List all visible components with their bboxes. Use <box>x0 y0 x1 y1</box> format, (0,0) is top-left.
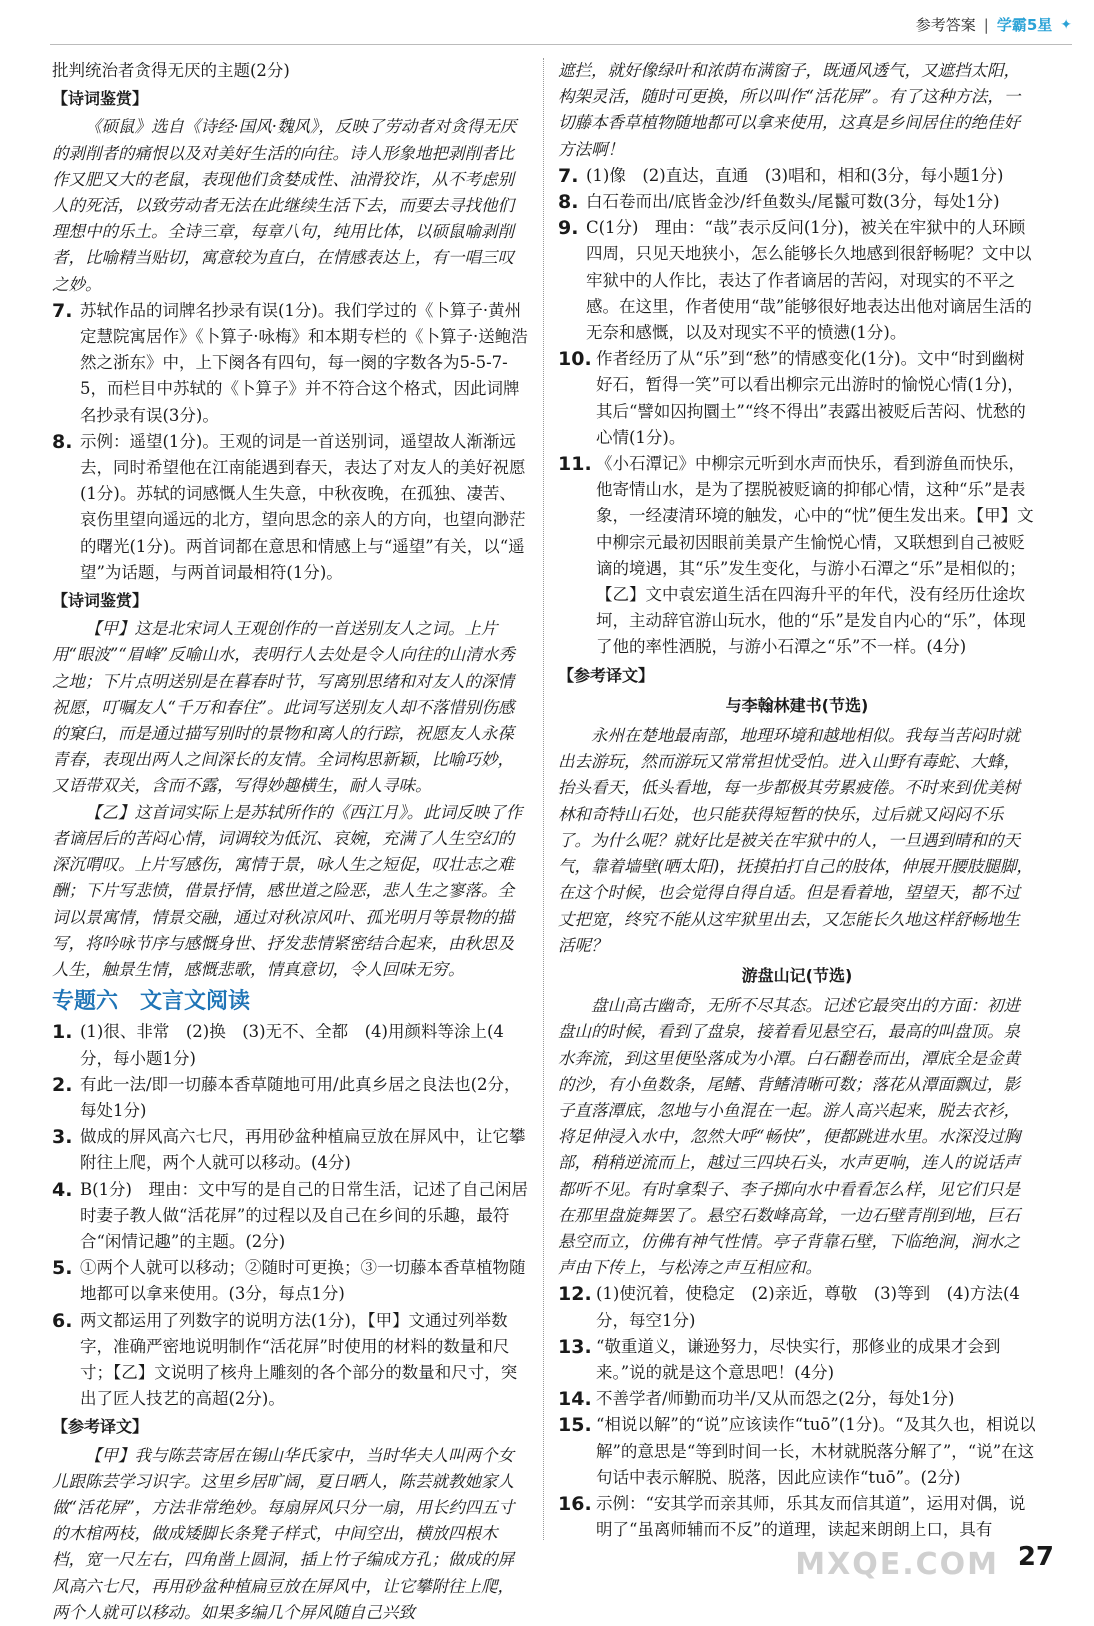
answer-item: 7. 苏轼作品的词牌名抄录有误(1分)。我们学过的《卜算子·黄州定慧院寓居作》《卜算子·咏梅》和本期专栏的《卜算子·送鲍浩然之浙东》中，上下阕各有四句，每一阕的字数各为5-5-7-5，而栏目中苏轼的《卜算子》并不符合这个格式，因此词牌名抄录有误(3分)。 <box>52 299 528 425</box>
answer-item: 5. ①两个人就可以移动；②随时可更换；③一切藤本香草植物随地都可以拿来使用。(3分，每点1分) <box>52 1257 526 1304</box>
paragraph: 遮拦，就好像绿叶和浓荫布满窗子，既通风透气，又遮挡太阳，构架灵活，随时可更换，所以叫作“活花屏”。有了这种方法，一切藤本香草植物随地都可以拿来使用，这真是乡间居住的绝佳好方法啊！ <box>558 61 1021 159</box>
section-heading: 【参考译文】 <box>558 665 655 685</box>
section-heading: 【参考译文】 <box>52 1417 149 1437</box>
answer-item: 4. B(1分) 理由：文中写的是自己的日常生活，记述了自己闲居时妻子教人做“活花屏”的过程以及自己在乡间的乐趣，最符合“闲情记趣”的主题。(2分) <box>52 1178 528 1251</box>
answer-item: 2. 有此一法/即一切藤本香草随地可用/此真乡居之良法也(2分，每处1分) <box>52 1073 521 1120</box>
column-divider <box>543 58 544 1540</box>
paragraph: 永州在楚地最南部，地理环境和越地相似。我每当苦闷时就出去游玩，然而游玩又常常担忧受怕。进入山野有毒蛇、大蜂，抬头看天，低头看地，每一步都极其劳累疲倦。不时来到优美树林和奇特山石处，也只能获得短暂的快乐，过后就又闷闷不乐了。为什么呢？就好比是被关在牢狱中的人，一旦遇到晴和的天气，靠着墙壁(晒太阳)，抚摸拍打自己的肢体，伸展开腰肢腿脚，在这个时候，也会觉得自得自适。但是看着地，望望天，都不过丈把宽，终究不能从这牢狱里出去，又怎能长久地这样舒畅地生活呢？ <box>558 726 1033 955</box>
paragraph: 《硕鼠》选自《诗经·国风·魏风》，反映了劳动者对贪得无厌的剥削者的痛恨以及对美好生活的向往。诗人形象地把剥削者比作又肥又大的老鼠，表现他们贪婪成性、油滑狡诈，从不考虑别人的死活，以致劳动者无法在此继续生活下去，而要去寻找他们理想中的乐土。全诗三章，每章八句，纯用比体，以硕鼠喻剥削者，比喻精当贴切，寓意较为直白，在情感表达上，有一唱三叹之妙。 <box>52 117 517 294</box>
topic-title: 专题六 文言文阅读 <box>52 989 251 1015</box>
section-heading: 【诗词鉴赏】 <box>52 89 149 109</box>
section-heading: 【诗词鉴赏】 <box>52 591 149 611</box>
answer-item: 7. (1)像 (2)直达，直通 (3)唱和，相和(3分，每小题1分) <box>558 164 1004 187</box>
left-column <box>52 58 530 1626</box>
header-separator: | <box>983 15 989 34</box>
answer-item: 3. 做成的屏风高六七尺，再用砂盆种植扁豆放在屏风中，让它攀附往上爬，两个人就可以移动。(4分) <box>52 1126 526 1173</box>
answer-item: 16. 示例：“安其学而亲其师，乐其友而信其道”，运用对偶，说明了“虽离师辅而不反”的道理，读起来朗朗上口，具有 <box>558 1492 1026 1540</box>
star-icon: ✦ <box>1060 16 1072 33</box>
translation-title: 与李翰林建书(节选) <box>725 695 869 715</box>
translation-title: 游盘山记(节选) <box>741 965 853 985</box>
answer-item: 11. 《小石潭记》中柳宗元听到水声而快乐，看到游鱼而快乐，他寄情山水，是为了摆脱被贬谪的抑郁心情，这种“乐”是表象，一经凄清环境的触发，心中的“忧”便生发出来。【甲】文中柳宗元最初因眼前美景产生愉悦心情，又联想到自己被贬谪的境遇，其“乐”发生变化，与游小石潭之“乐”是相似的；【乙】文中袁宏道生活在四海升平的年代，没有经历仕途坎坷，主动辞官游山玩水，他的“乐”是发自内心的“乐”，体现了他的率性洒脱，与游小石潭之“乐”不一样。(4分) <box>558 453 1034 657</box>
watermark: MXQE.COM <box>795 1547 999 1582</box>
right-column <box>558 58 1036 1543</box>
answer-item: 12. (1)使沉着，使稳定 (2)亲近，尊敬 (3)等到 (4)方法(4分，每空1分) <box>558 1283 1020 1330</box>
answer-item: 14. 不善学者/师勤而功半/又从而怨之(2分，每处1分) <box>558 1388 955 1411</box>
paragraph: 盘山高古幽奇，无所不尽其态。记述它最突出的方面：初进盘山的时候，看到了盘泉，接着看见悬空石，最高的叫盘顶。泉水奔流，到这里便坠落成为小潭。白石翻卷而出，潭底全是金黄的沙，有小鱼数条，尾鳍、背鳍清晰可数；落花从潭面飘过，影子直落潭底，忽地与小鱼混在一起。游人高兴起来，脱去衣衫，将足伸浸入水中，忽然大呼“畅快”，便都跳进水里。水深没过胸部，稍稍逆流而上，越过三四块石头，水声更响，连人的说话声都听不见。有时拿梨子、李子掷向水中看看怎么样，见它们只是在那里盘旋舞罢了。悬空石数峰高耸，一边石壁青削到地，巨石悬空而立，仿佛有神气性情。亭子背靠石壁，下临绝涧，涧水之声由下传上，与松涛之声互相应和。 <box>558 996 1021 1278</box>
answer-item: 8. 示例：遥望(1分)。王观的词是一首送别词，遥望故人渐渐远去，同时希望他在江南能遇到春天，表达了对友人的美好祝愿(1分)。苏轼的词感慨人生失意，中秋夜晚，在孤独、凄苦、哀伤里望向遥远的北方，望向思念的亲人的方向，也望向渺茫的曙光(1分)。两首词都在意思和情感上与“遥望”有关，以“遥望”为话题，与两首词最相符(1分)。 <box>52 430 526 582</box>
header-label: 参考答案 <box>915 16 976 34</box>
answer-item: 1. (1)很、非常 (2)换 (3)无不、全都 (4)用颜料等涂上(4分，每小题1分) <box>52 1021 504 1068</box>
answer-item: 9. C(1分) 理由：“哉”表示反问(1分)，被关在牢狱中的人环顾四周，只见天地狭小，怎么能够长久地感到很舒畅呢？文中以牢狱中的人作比，表达了作者谪居的苦闷，对现实的不平之感。在这里，作者使用“哉”能够很好地表达出他对谪居生活的无奈和感慨，以及对现实不平的愤懑(1分)。 <box>558 217 1032 343</box>
paragraph: 【甲】这是北宋词人王观创作的一首送别友人之词。上片用“眼波”“眉峰”反喻山水，表明行人去处是令人向往的山清水秀之地；下片点明送别是在暮春时节，写离别思绪和对友人的深情祝愿，叮嘱友人“千万和春住”。此词写送别友人却不落惜别伤感的窠臼，而是通过描写别时的景物和离人的行踪，祝愿友人永葆青春，表现出两人之间深长的友情。全词构思新颖，比喻巧妙，又语带双关，含而不露，写得妙趣横生，耐人寻味。 <box>52 619 515 796</box>
paragraph: 【乙】这首词实际上是苏轼所作的《西江月》。此词反映了作者谪居后的苦闷心情，词调较为低沉、哀婉，充满了人生空幻的深沉喟叹。上片写感伤，寓情于景，咏人生之短促，叹壮志之难酬；下片写悲愤，借景抒情，感世道之险恶，悲人生之寥落。全词以景寓情，情景交融，通过对秋凉风叶、孤光明月等景物的描写，将吟咏节序与感慨身世、抒发悲情紧密结合起来，由秋思及人生，触景生情，感慨悲歌，情真意切，令人回味无穷。 <box>52 802 523 979</box>
answer-item: 13. “敬重道义，谦逊努力，尽快实行，那修业的成果才会到来。”说的就是这个意思吧！(4分) <box>558 1335 1001 1382</box>
header-brand: 学霸5星 <box>996 16 1053 34</box>
answer-item: 6. 两文都运用了列数字的说明方法(1分)，【甲】文通过列举数字，准确严密地说明制作“活花屏”时使用的材料的数量和尺寸；【乙】文说明了核舟上雕刻的各个部分的数量和尺寸，突出了匠人技艺的高超(2分)。 <box>52 1309 518 1409</box>
answer-line: 批判统治者贪得无厌的主题(2分) <box>52 61 290 80</box>
page-number: 27 <box>1017 1542 1054 1572</box>
paragraph: 【甲】我与陈芸寄居在锡山华氏家中，当时华夫人叫两个女儿跟陈芸学习识字。这里乡居旷阔，夏日晒人，陈芸就教她家人做“活花屏”，方法非常绝妙。每扇屏风只分一扇，用长约四五寸的木棺两枝，做成矮脚长条凳子样式，中间空出，横放四根木档，宽一尺左右，四角凿上圆洞，插上竹子编成方孔；做成的屏风高六七尺，再用砂盆种植扁豆放在屏风中，让它攀附往上爬，两个人就可以移动。如果多编几个屏风随自己兴致 <box>52 1445 515 1622</box>
answer-item: 10. 作者经历了从“乐”到“愁”的情感变化(1分)。文中“时到幽树好石，暂得一笑”可以看出柳宗元出游时的愉悦心情(1分)，其后“譬如囚拘圜土”“终不得出”表露出被贬后苦闷、忧愁的心情(1分)。 <box>558 348 1026 447</box>
answer-item: 8. 白石卷而出/底皆金沙/纤鱼数头/尾鬣可数(3分，每处1分) <box>558 191 1000 214</box>
answer-item: 15. “相说以解”的“说”应该读作“tuō”(1分)。“及其久也，相说以解”的意思是“等到时间一长，木材就脱落分解了”，“说”在这句话中表示解脱、脱落，因此应读作“tuō”。(2分) <box>558 1414 1036 1487</box>
page-header <box>916 14 1072 35</box>
header-rule <box>50 44 1072 45</box>
